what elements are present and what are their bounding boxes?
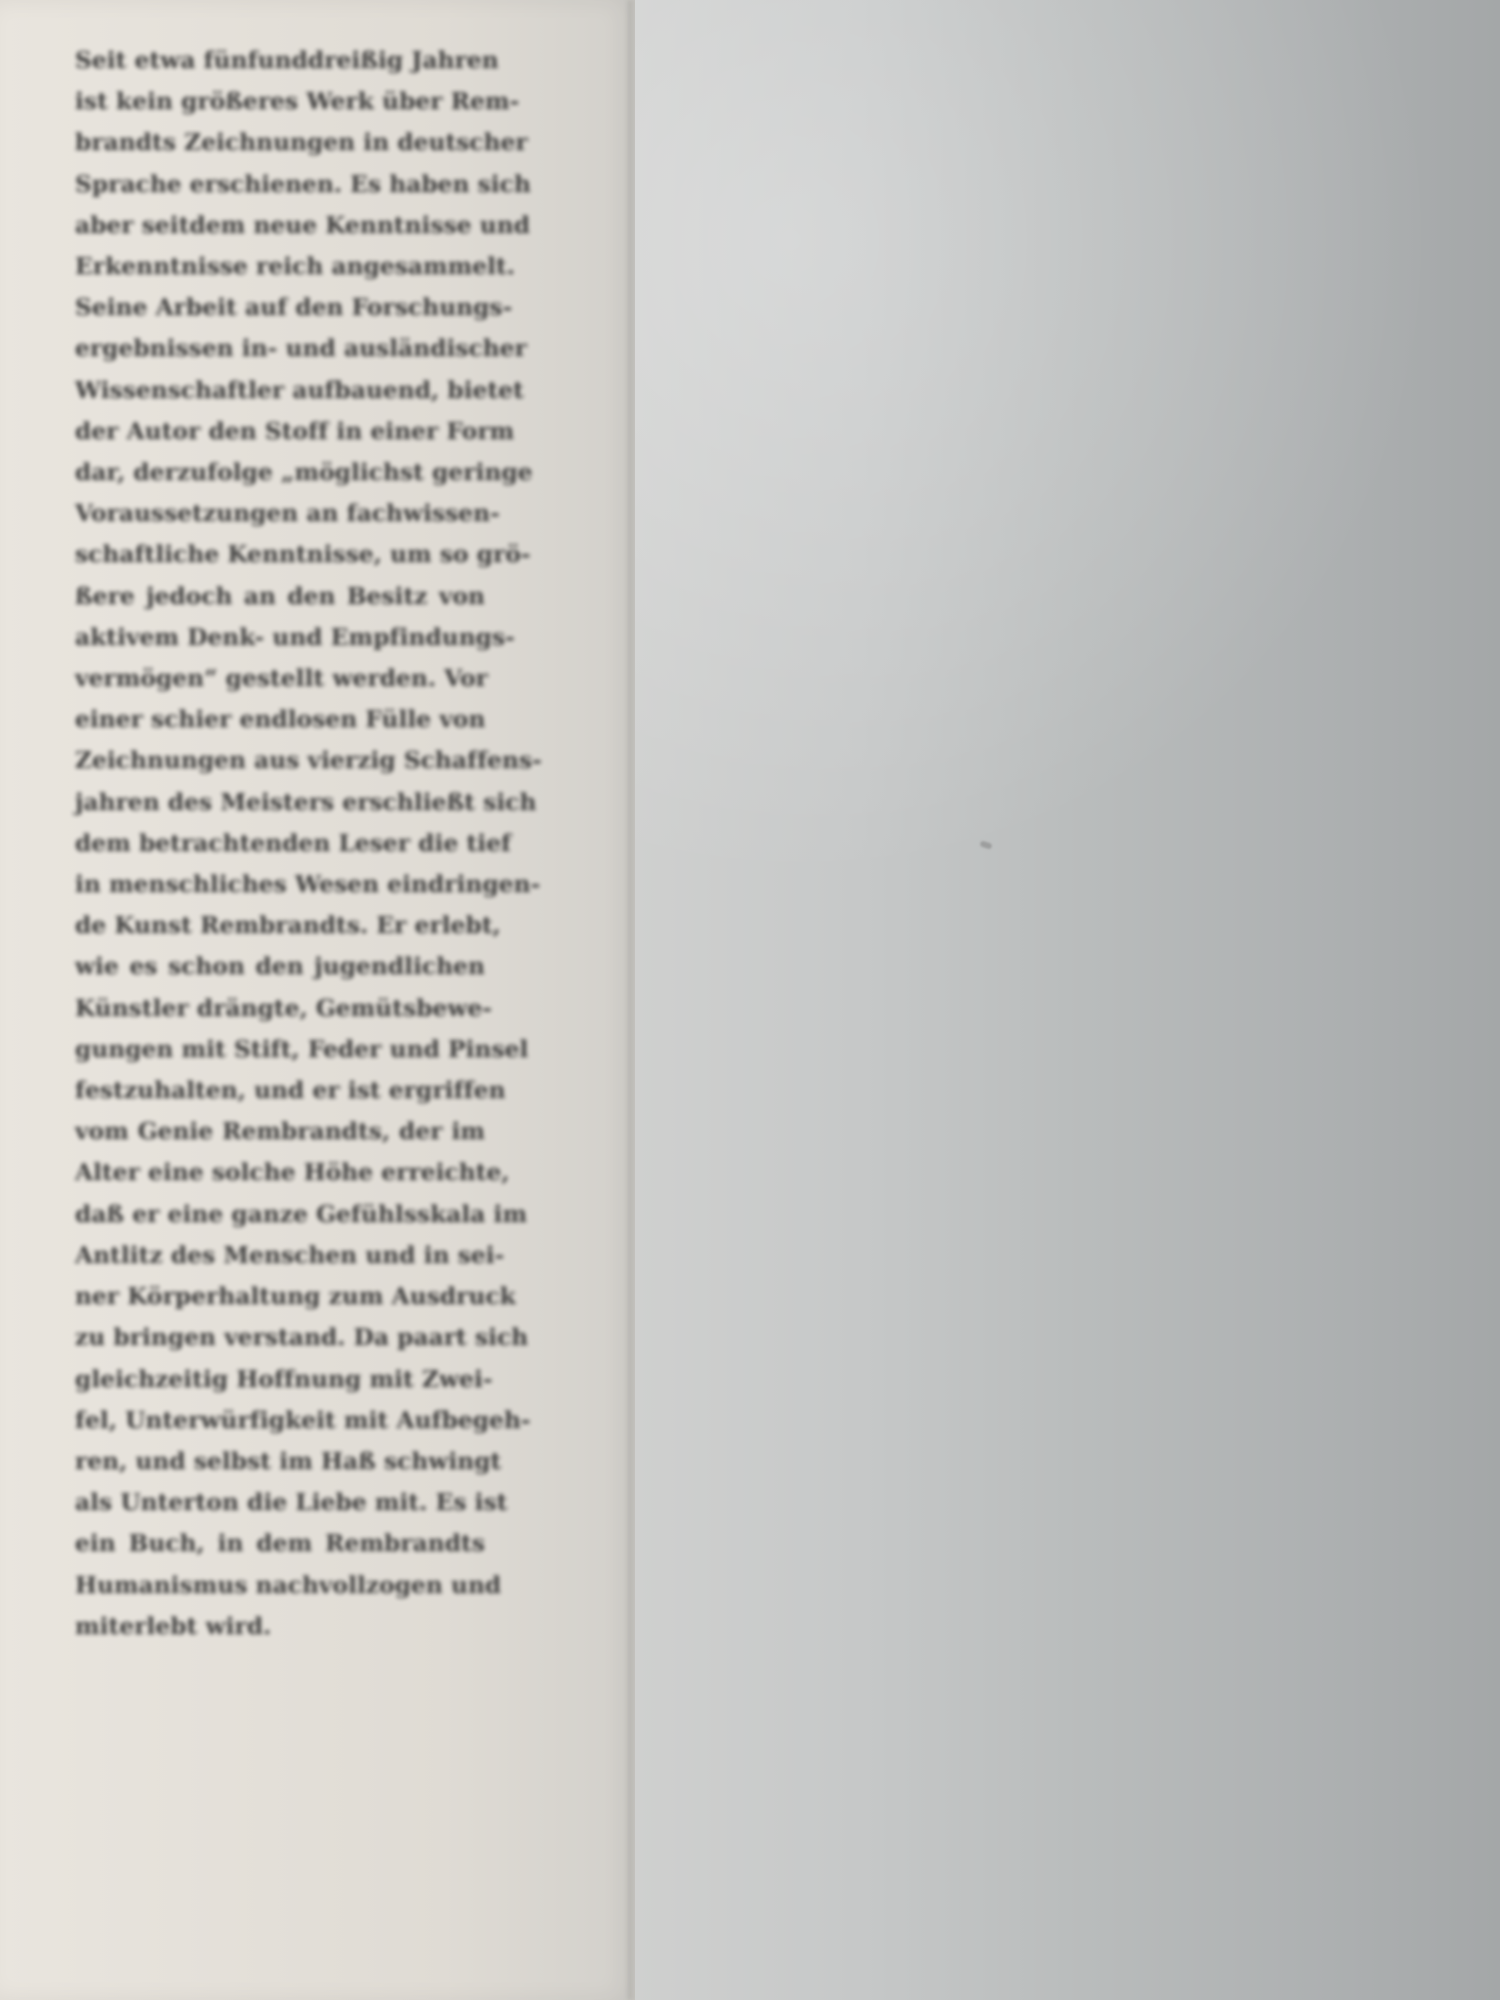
text-line-15: aktivem Denk- und Empfindungs- bbox=[75, 623, 515, 651]
text-column bbox=[75, 40, 542, 1647]
text-line-16: vermögen“ gestellt werden. Vor bbox=[75, 665, 489, 693]
text-line-17: einer schier endlosen Fülle von bbox=[75, 706, 486, 734]
text-line-36: als Unterton die Liebe mit. Es ist bbox=[75, 1489, 508, 1517]
text-line-4: Sprache erschienen. Es haben sich bbox=[75, 170, 531, 198]
text-line-25: gungen mit Stift, Feder und Pinsel bbox=[75, 1035, 529, 1063]
text-line-12: Voraussetzungen an fachwissen- bbox=[75, 500, 500, 528]
text-line-38: Humanismus nachvollzogen und bbox=[75, 1571, 502, 1599]
text-line-39: miterlebt wird. bbox=[75, 1612, 272, 1640]
text-line-18: Zeichnungen aus vierzig Schaffens- bbox=[75, 747, 542, 775]
printed-page bbox=[0, 0, 635, 2000]
text-line-9: Wissenschaftler aufbauend, bietet bbox=[75, 376, 524, 404]
text-line-7: Seine Arbeit auf den Forschungs- bbox=[75, 294, 513, 322]
text-line-29: daß er eine ganze Gefühlsskala im bbox=[75, 1200, 528, 1228]
text-line-5: aber seitdem neue Kenntnisse und bbox=[75, 211, 531, 239]
text-line-33: gleichzeitig Hoffnung mit Zwei- bbox=[75, 1365, 493, 1393]
text-line-14: ßere jedoch an den Besitz von bbox=[75, 582, 485, 610]
text-line-35: ren, und selbst im Haß schwingt bbox=[75, 1447, 502, 1475]
text-line-30: Antlitz des Menschen und in sei- bbox=[75, 1241, 505, 1269]
text-line-2: ist kein größeres Werk über Rem- bbox=[75, 88, 520, 116]
text-line-31: ner Körperhaltung zum Ausdruck bbox=[75, 1283, 516, 1311]
text-line-20: dem betrachtenden Leser die tief bbox=[75, 829, 512, 857]
text-line-24: Künstler drängte, Gemütsbewe- bbox=[75, 994, 493, 1022]
text-line-21: in menschliches Wesen eindringen- bbox=[75, 871, 541, 899]
text-line-34: fel, Unterwürfigkeit mit Aufbegeh- bbox=[75, 1406, 531, 1434]
text-line-8: ergebnissen in- und ausländischer bbox=[75, 335, 527, 363]
text-line-3: brandts Zeichnungen in deutscher bbox=[75, 129, 528, 157]
text-line-32: zu bringen verstand. Da paart sich bbox=[75, 1324, 529, 1352]
text-line-37: ein Buch, in dem Rembrandts bbox=[75, 1530, 485, 1558]
text-line-26: festzuhalten, und er ist ergriffen bbox=[75, 1077, 506, 1105]
text-line-13: schaftliche Kenntnisse, um so grö- bbox=[75, 541, 531, 569]
text-line-10: der Autor den Stoff in einer Form bbox=[75, 417, 515, 445]
text-line-1: Seit etwa fünfunddreißig Jahren bbox=[75, 47, 499, 74]
text-line-27: vom Genie Rembrandts, der im bbox=[75, 1118, 485, 1146]
text-line-23: wie es schon den jugendlichen bbox=[75, 953, 485, 981]
blank-facing-page bbox=[635, 0, 1500, 2000]
text-line-11: dar, derzufolge „möglichst geringe bbox=[75, 459, 533, 487]
text-line-19: jahren des Meisters erschließt sich bbox=[75, 788, 537, 816]
text-line-6: Erkenntnisse reich angesammelt. bbox=[75, 253, 516, 281]
text-line-22: de Kunst Rembrandts. Er erlebt, bbox=[75, 912, 501, 940]
text-line-28: Alter eine solche Höhe erreichte, bbox=[75, 1159, 510, 1187]
